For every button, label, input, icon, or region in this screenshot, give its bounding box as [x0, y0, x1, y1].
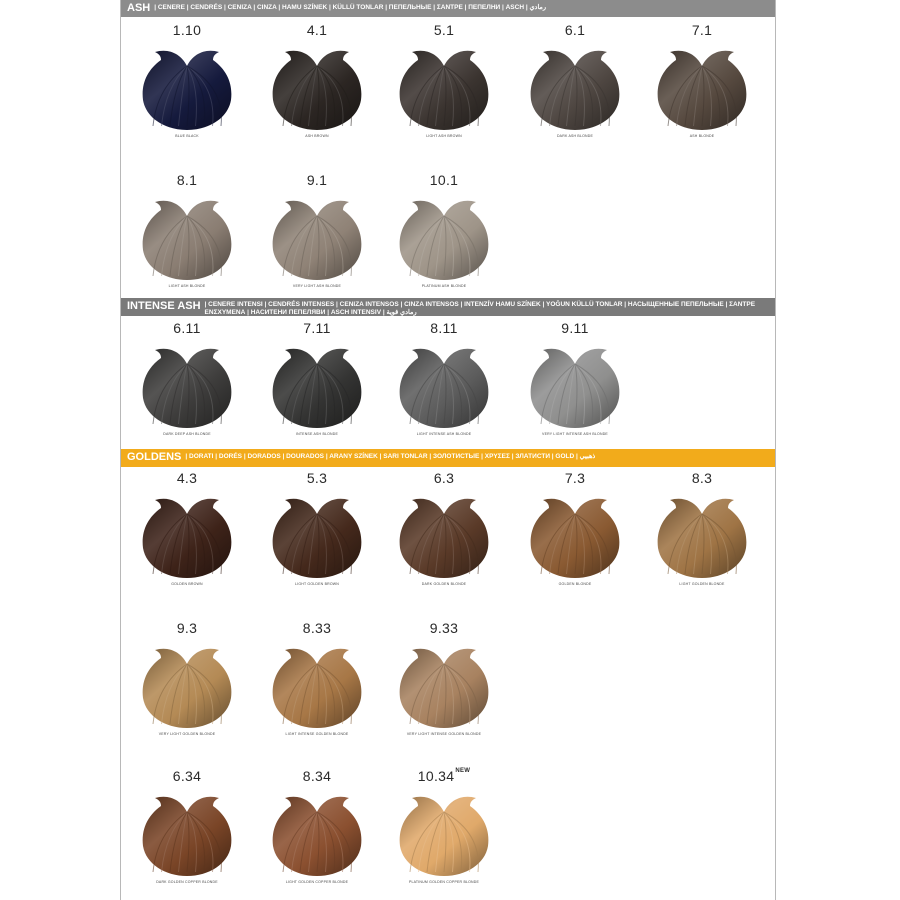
shade-number-text: 1.10	[172, 22, 202, 38]
section-header-ash	[121, 0, 775, 17]
hair-swatch-icon	[137, 340, 237, 430]
hair-lock-shape	[273, 201, 362, 280]
hair-lock-shape	[143, 201, 232, 280]
shade-number	[131, 470, 243, 486]
new-badge: NEW	[455, 768, 471, 775]
hair-lock-shape	[273, 649, 362, 728]
shade-caption: ASH BLONDE	[689, 134, 715, 138]
shade-caption: GOLDEN BLONDE	[558, 582, 592, 586]
shade-number	[131, 768, 243, 784]
shade-number-text: 8.34	[302, 768, 332, 784]
shade-number	[131, 172, 243, 188]
shade-number-text: 8.3	[691, 470, 713, 486]
shade-swatch[interactable]	[131, 768, 243, 888]
shade-number-text: 8.11	[430, 320, 458, 336]
shade-swatch[interactable]	[388, 320, 500, 440]
hair-swatch-icon	[137, 42, 237, 132]
shade-swatch[interactable]	[261, 320, 373, 440]
hair-lock-shape	[143, 797, 232, 876]
shade-caption: VERY LIGHT ASH BLONDE	[292, 284, 342, 288]
shade-number	[388, 768, 500, 784]
hair-lock-shape	[400, 649, 489, 728]
hair-lock-shape	[273, 349, 362, 428]
shade-caption: BLUE BLACK	[175, 134, 199, 138]
shade-number	[261, 768, 373, 784]
shade-caption: DARK GOLDEN COPPER BLONDE	[156, 880, 218, 884]
shade-number	[519, 320, 631, 336]
shade-number	[646, 470, 758, 486]
section-header-intense-ash	[121, 298, 775, 316]
shade-swatch[interactable]	[388, 768, 500, 888]
hair-swatch-icon	[394, 490, 494, 580]
hair-swatch-icon	[525, 42, 625, 132]
shade-caption: LIGHT INTENSE ASH BLONDE	[416, 432, 472, 436]
hair-lock-shape	[531, 51, 620, 130]
section-subtitle: | CENERE | CENDRÉS | CENIZA | CINZA | HAMU SZÍNEK | KÜLLÜ TONLAR | ПЕПЕЛЬНЫЕ | ΣΑΝΤΡΕ | ПЕПЕЛНИ | ASCH | رمادي	[154, 4, 547, 11]
shade-number-text: 9.3	[176, 620, 198, 636]
hair-lock-shape	[658, 51, 747, 130]
shade-swatch[interactable]	[261, 22, 373, 142]
hair-lock-shape	[143, 499, 232, 578]
shade-number-text: 6.3	[433, 470, 455, 486]
shade-caption: PLATINUM GOLDEN COPPER BLONDE	[408, 880, 480, 884]
section-header-goldens	[121, 449, 775, 467]
section-title: ASH	[127, 2, 151, 14]
hair-swatch-icon	[137, 490, 237, 580]
hair-swatch-icon	[652, 490, 752, 580]
shade-number-text: 9.1	[306, 172, 328, 188]
shade-swatch[interactable]	[388, 172, 500, 292]
hair-lock-shape	[143, 649, 232, 728]
shade-number-text: 5.3	[306, 470, 328, 486]
shade-number-text: 7.1	[691, 22, 713, 38]
hair-swatch-icon	[137, 640, 237, 730]
hair-swatch-icon	[394, 42, 494, 132]
shade-swatch[interactable]	[261, 620, 373, 740]
shade-number-text: 4.1	[306, 22, 328, 38]
shade-caption: LIGHT GOLDEN BROWN	[295, 582, 339, 586]
shade-caption: VERY LIGHT INTENSE ASH BLONDE	[542, 432, 608, 436]
shade-chart-sheet	[120, 0, 776, 900]
shade-caption: LIGHT ASH BROWN	[426, 134, 462, 138]
shade-swatch[interactable]	[261, 470, 373, 590]
shade-number-text: 7.11	[303, 320, 331, 336]
shade-swatch[interactable]	[519, 320, 631, 440]
hair-lock-shape	[273, 797, 362, 876]
hair-lock-shape	[273, 51, 362, 130]
shade-swatch[interactable]	[388, 470, 500, 590]
shade-caption: GOLDEN BROWN	[171, 582, 203, 586]
shade-swatch[interactable]	[646, 22, 758, 142]
shade-number-text: 10.1	[429, 172, 459, 188]
hair-swatch-icon	[525, 490, 625, 580]
shade-swatch[interactable]	[261, 172, 373, 292]
shade-caption: INTENSE ASH BLONDE	[295, 432, 339, 436]
hair-swatch-icon	[394, 192, 494, 282]
shade-swatch[interactable]	[519, 22, 631, 142]
hair-swatch-icon	[394, 788, 494, 878]
shade-number	[131, 620, 243, 636]
shade-number	[388, 320, 500, 336]
shade-caption: ASH BROWN	[305, 134, 329, 138]
shade-number	[388, 172, 500, 188]
shade-caption: VERY LIGHT INTENSE GOLDEN BLONDE	[406, 732, 482, 736]
hair-swatch-icon	[267, 640, 367, 730]
shade-number-text: 9.11	[561, 320, 589, 336]
shade-number	[261, 22, 373, 38]
shade-caption: LIGHT INTENSE GOLDEN BLONDE	[285, 732, 349, 736]
shade-number	[261, 320, 373, 336]
shade-number-text: 7.3	[564, 470, 586, 486]
shade-number-text: 6.34	[172, 768, 202, 784]
hair-lock-shape	[531, 349, 620, 428]
section-subtitle: | CENERE INTENSI | CENDRÉS INTENSES | CENIZA INTENSOS | CINZA INTENSOS | INTENZÍV HAMU SZÍNEK | YOĞUN KÜLLÜ TONLAR | НАСЫЩЕННЫЕ ПЕПЕЛЬНЫЕ | ΣΑΝΤΡΕ ΕΝΣΧΥΜΕΝΑ | НАСИТЕНИ ПЕПЕЛЯВИ | ASCH INTENSIV | رمادي قوية	[204, 301, 756, 316]
section-subtitle: | DORATI | DORÉS | DORADOS | DOURADOS | ARANY SZÍNEK | SARI TONLAR | ЗОЛОТИСТЫЕ | ΧΡΥΣΕΣ | ЗЛАТИСТИ | GOLD | ذهبيي	[185, 453, 596, 460]
shade-number-text: 6.1	[564, 22, 586, 38]
shade-number-text: 8.33	[302, 620, 332, 636]
shade-swatch[interactable]	[131, 320, 243, 440]
shade-number	[388, 22, 500, 38]
shade-swatch[interactable]	[388, 22, 500, 142]
shade-caption: PLATINUM ASH BLONDE	[421, 284, 467, 288]
hair-swatch-icon	[394, 340, 494, 430]
hair-swatch-icon	[267, 340, 367, 430]
shade-number	[261, 172, 373, 188]
hair-lock-shape	[531, 499, 620, 578]
hair-swatch-icon	[267, 788, 367, 878]
hair-swatch-icon	[525, 340, 625, 430]
section-title: GOLDENS	[127, 451, 182, 463]
hair-swatch-icon	[394, 640, 494, 730]
shade-number-text: 6.11	[173, 320, 201, 336]
shade-number	[261, 470, 373, 486]
hair-swatch-icon	[267, 42, 367, 132]
hair-lock-shape	[400, 349, 489, 428]
shade-number	[261, 620, 373, 636]
shade-number	[388, 620, 500, 636]
shade-number	[388, 470, 500, 486]
shade-number	[646, 22, 758, 38]
shade-number-text: 9.33	[429, 620, 459, 636]
shade-swatch[interactable]	[131, 22, 243, 142]
shade-number	[131, 320, 243, 336]
shade-swatch[interactable]	[388, 620, 500, 740]
shade-number	[519, 470, 631, 486]
hair-lock-shape	[400, 201, 489, 280]
shade-caption: DARK ASH BLONDE	[556, 134, 594, 138]
shade-caption: DARK DEEP ASH BLONDE	[163, 432, 211, 436]
shade-swatch[interactable]	[519, 470, 631, 590]
hair-swatch-icon	[137, 192, 237, 282]
hair-swatch-icon	[267, 490, 367, 580]
hair-lock-shape	[273, 499, 362, 578]
shade-number	[131, 22, 243, 38]
shade-number-text: 10.34	[417, 768, 455, 784]
shade-swatch[interactable]	[261, 768, 373, 888]
shade-swatch[interactable]	[131, 620, 243, 740]
hair-lock-shape	[143, 349, 232, 428]
shade-swatch[interactable]	[646, 470, 758, 590]
hair-lock-shape	[400, 51, 489, 130]
hair-swatch-icon	[137, 788, 237, 878]
shade-swatch[interactable]	[131, 470, 243, 590]
shade-caption: LIGHT ASH BLONDE	[168, 284, 206, 288]
shade-caption: LIGHT GOLDEN BLONDE	[679, 582, 725, 586]
shade-number-text: 8.1	[176, 172, 198, 188]
hair-lock-shape	[400, 797, 489, 876]
shade-number-text: 4.3	[176, 470, 198, 486]
hair-swatch-icon	[267, 192, 367, 282]
shade-number	[519, 22, 631, 38]
shade-caption: LIGHT GOLDEN COPPER BLONDE	[285, 880, 349, 884]
section-title: INTENSE ASH	[127, 300, 201, 312]
shade-caption: DARK GOLDEN BLONDE	[421, 582, 467, 586]
shade-caption: VERY LIGHT GOLDEN BLONDE	[158, 732, 216, 736]
hair-lock-shape	[400, 499, 489, 578]
shade-number-text: 5.1	[433, 22, 455, 38]
hair-lock-shape	[143, 51, 232, 130]
hair-swatch-icon	[652, 42, 752, 132]
shade-swatch[interactable]	[131, 172, 243, 292]
hair-lock-shape	[658, 499, 747, 578]
